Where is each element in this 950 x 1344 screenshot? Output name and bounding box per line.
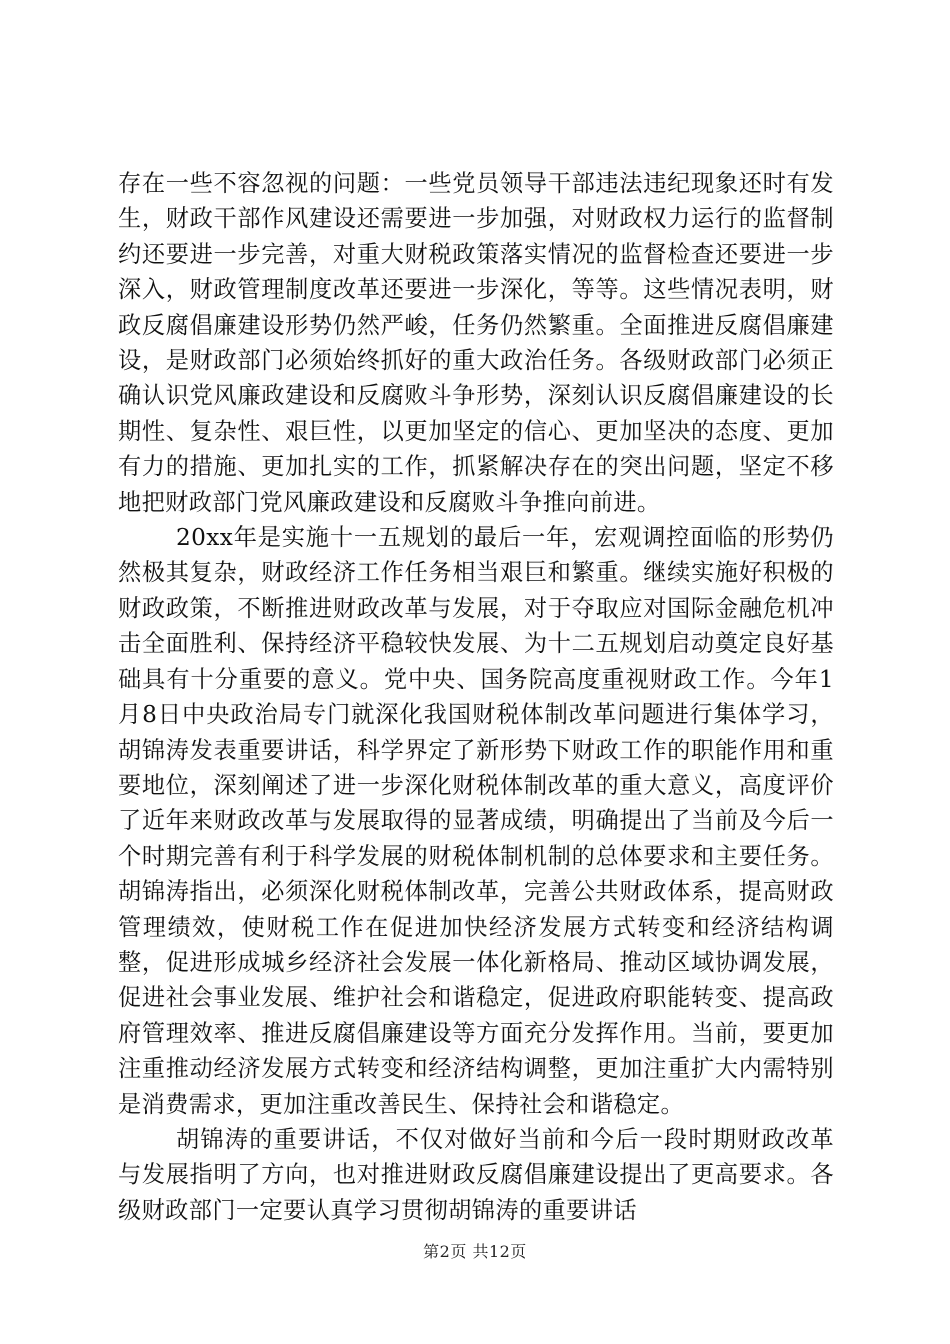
document-body	[118, 166, 834, 1228]
paragraph-2: 20xx年是实施十一五规划的最后一年，宏观调控面临的形势仍然极其复杂，财政经济工作任务相当艰巨和繁重。继续实施好积极的财政政策，不断推进财政改革与发展，对于夺取应对国际金融危机冲击全面胜利、保持经济平稳较快发展、为十二五规划启动奠定良好基础具有十分重要的意义。党中央、国务院高度重视财政工作。今年1月8日中央政治局专门就深化我国财税体制改革问题进行集体学习，胡锦涛发表重要讲话，科学界定了新形势下财政工作的职能作用和重要地位，深刻阐述了进一步深化财税体制改革的重大意义，高度评价了近年来财政改革与发展取得的显著成绩，明确提出了当前及今后一个时期完善有利于科学发展的财税体制机制的总体要求和主要任务。胡锦涛指出，必须深化财税体制改革，完善公共财政体系，提高财政管理绩效，使财税工作在促进加快经济发展方式转变和经济结构调整，促进形成城乡经济社会发展一体化新格局、推动区域协调发展，促进社会事业发展、维护社会和谐稳定，促进政府职能转变、提高政府管理效率、推进反腐倡廉建设等方面充分发挥作用。当前，要更加注重推动经济发展方式转变和经济结构调整，更加注重扩大内需特别是消费需求，更加注重改善民生、保持社会和谐稳定。	[118, 524, 834, 1118]
page-footer: 第2页 共12页	[423, 1242, 527, 1261]
paragraph-3: 胡锦涛的重要讲话，不仅对做好当前和今后一段时期财政改革与发展指明了方向，也对推进财政反腐倡廉建设提出了更高要求。各级财政部门一定要认真学习贯彻胡锦涛的重要讲话	[118, 1125, 834, 1224]
paragraph-1: 存在一些不容忽视的问题：一些党员领导干部违法违纪现象还时有发生，财政干部作风建设还需要进一步加强，对财政权力运行的监督制约还要进一步完善，对重大财税政策落实情况的监督检查还要进一步深入，财政管理制度改革还要进一步深化，等等。这些情况表明，财政反腐倡廉建设形势仍然严峻，任务仍然繁重。全面推进反腐倡廉建设，是财政部门必须始终抓好的重大政治任务。各级财政部门必须正确认识党风廉政建设和反腐败斗争形势，深刻认识反腐倡廉建设的长期性、复杂性、艰巨性，以更加坚定的信心、更加坚决的态度、更加有力的措施、更加扎实的工作，抓紧解决存在的突出问题，坚定不移地把财政部门党风廉政建设和反腐败斗争推向前进。	[118, 170, 834, 516]
